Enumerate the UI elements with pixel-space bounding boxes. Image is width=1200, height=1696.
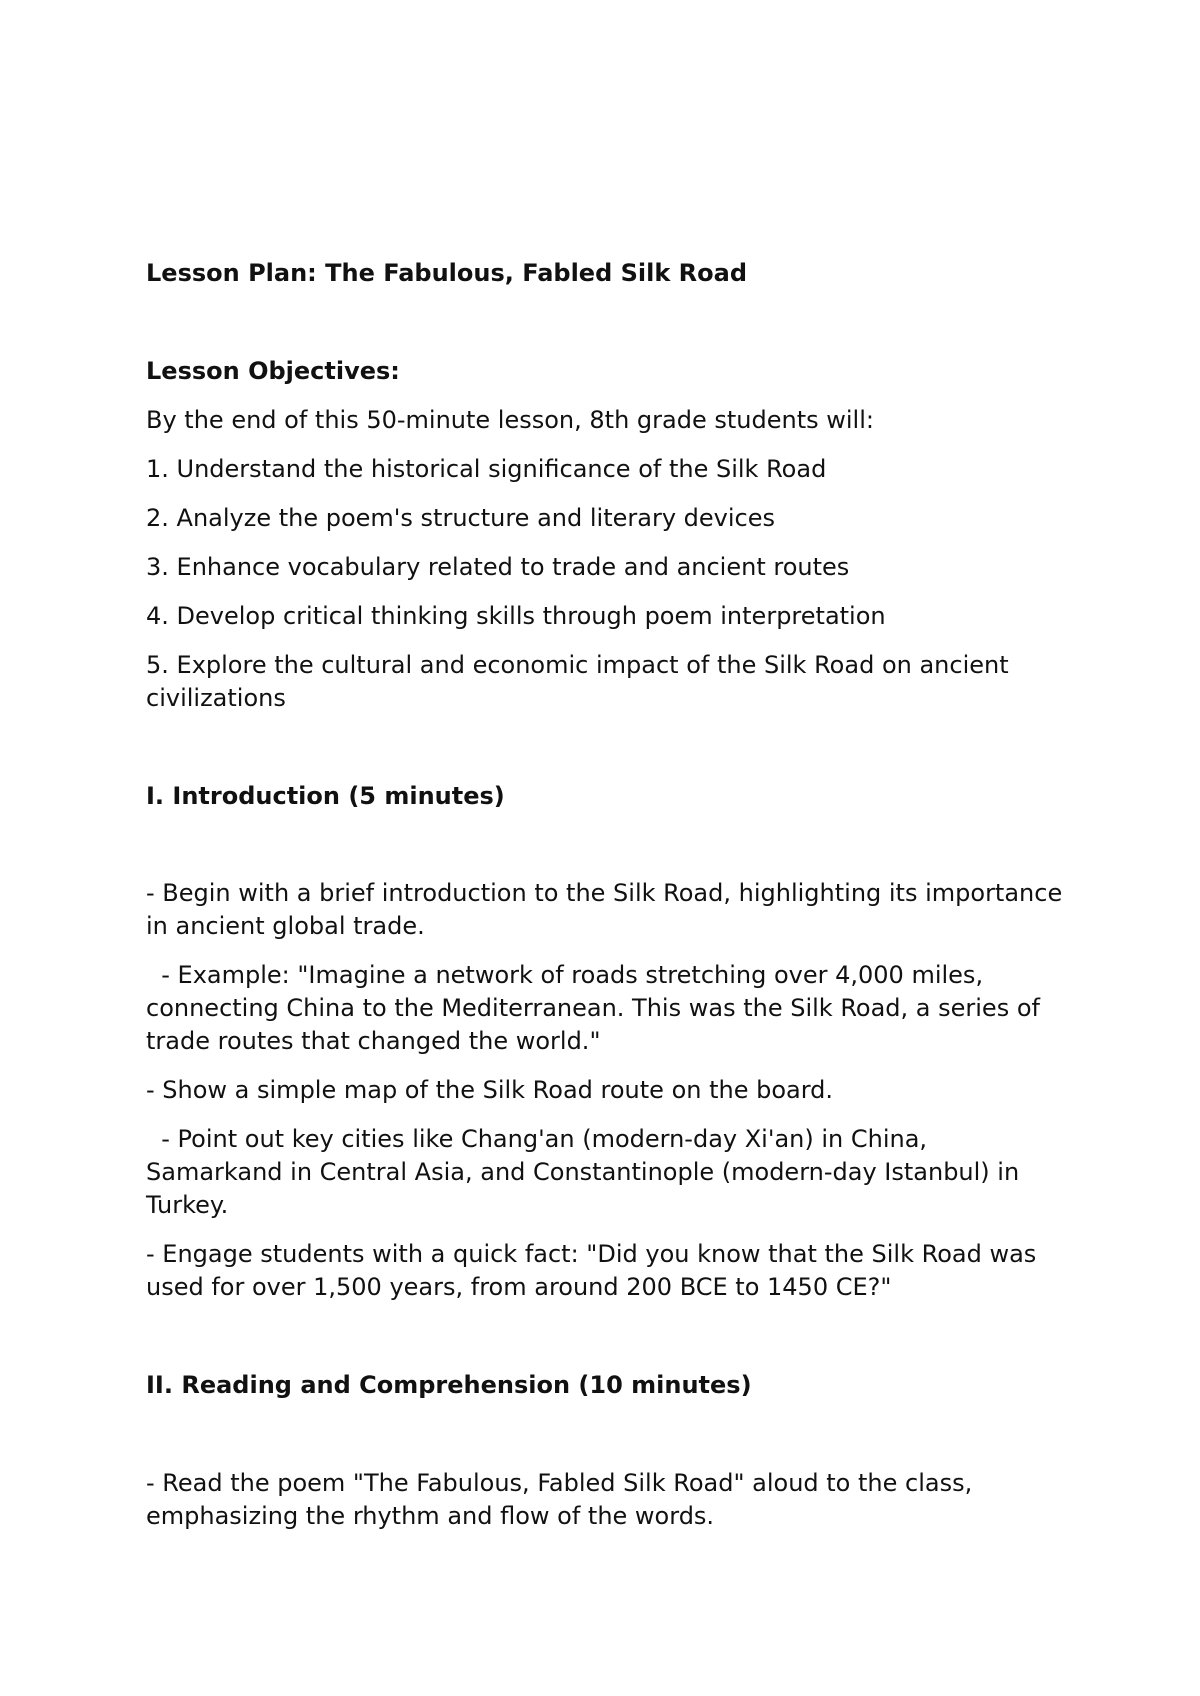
- intro-paragraph-1: - Begin with a brief introduction to the Silk Road, highlighting its importance in ancient global trade.: [146, 879, 1063, 940]
- objective-item-1: 1. Understand the historical significance of the Silk Road: [146, 455, 827, 483]
- section-introduction-heading: I. Introduction (5 minutes): [146, 782, 505, 810]
- intro-paragraph-fact: - Engage students with a quick fact: "Did you know that the Silk Road was used for over 1,500 years, from around 200 BCE to 1450 CE?": [146, 1240, 1037, 1301]
- objective-item-2: 2. Analyze the poem's structure and literary devices: [146, 504, 775, 532]
- intro-paragraph-cities: - Point out key cities like Chang'an (modern-day Xi'an) in China, Samarkand in Central Asia, and Constantinople (modern-day Istanbul) in Turkey.: [146, 1125, 1027, 1219]
- document-title: Lesson Plan: The Fabulous, Fabled Silk Road: [146, 259, 748, 287]
- intro-paragraph-map: - Show a simple map of the Silk Road route on the board.: [146, 1076, 834, 1104]
- objectives-heading: Lesson Objectives:: [146, 357, 400, 385]
- intro-paragraph-example: - Example: "Imagine a network of roads stretching over 4,000 miles, connecting China to the Mediterranean. This was the Silk Road, a series of trade routes that changed the world.": [146, 961, 1048, 1055]
- objectives-intro: By the end of this 50-minute lesson, 8th grade students will:: [146, 406, 874, 434]
- section-reading-heading: II. Reading and Comprehension (10 minutes): [146, 1371, 752, 1399]
- objective-item-5: 5. Explore the cultural and economic impact of the Silk Road on ancient civilizations: [146, 651, 1009, 712]
- objective-item-3: 3. Enhance vocabulary related to trade and ancient routes: [146, 553, 850, 581]
- objective-item-4: 4. Develop critical thinking skills through poem interpretation: [146, 602, 886, 630]
- reading-paragraph-1: - Read the poem "The Fabulous, Fabled Silk Road" aloud to the class, emphasizing the rhythm and flow of the words.: [146, 1469, 973, 1530]
